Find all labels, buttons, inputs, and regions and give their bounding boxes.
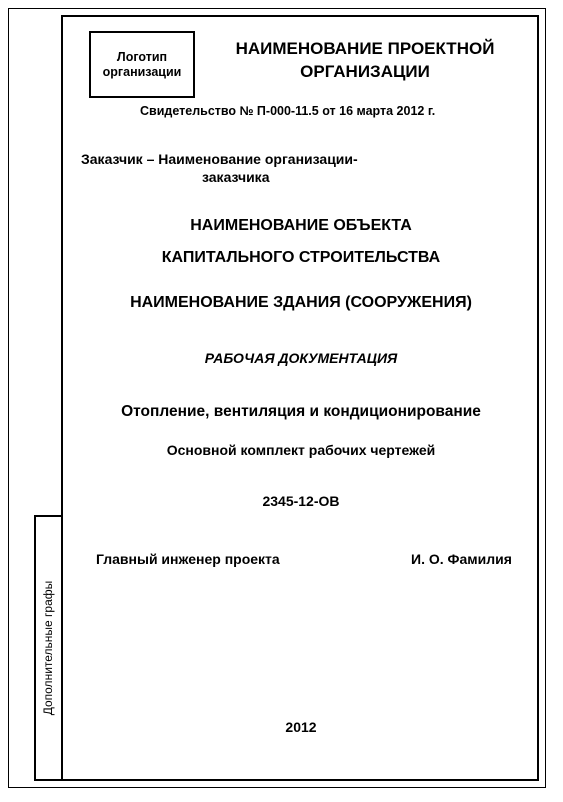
logo-line-2: организации [102,64,182,79]
certificate-text: Свидетельство № П-000-11.5 от 16 марта 2012 г. [140,104,436,118]
additional-columns-label: Дополнительные графы [41,580,55,716]
object-name-line-1: НАИМЕНОВАНИЕ ОБЪЕКТА [190,217,412,234]
object-name-line-2: КАПИТАЛЬНОГО СТРОИТЕЛЬСТВА [161,249,441,266]
organization-name [210,37,520,83]
document-code: 2345-12-ОВ [262,493,340,509]
drawing-set-name: Основной комплект рабочих чертежей [166,442,436,458]
building-name: НАИМЕНОВАНИЕ ЗДАНИЯ (СООРУЖЕНИЯ) [130,294,472,311]
organization-name-line-2: ОРГАНИЗАЦИИ [300,62,430,81]
document-year: 2012 [285,719,317,735]
chief-engineer-title: Главный инженер проекта [96,551,280,567]
chief-engineer-name: И. О. Фамилия [411,551,512,567]
document-type: РАБОЧАЯ ДОКУМЕНТАЦИЯ [204,350,398,366]
title-sheet-frame [61,15,539,781]
customer-line-1: Заказчик – Наименование организации- [81,151,358,167]
organization-name-line-1: НАИМЕНОВАНИЕ ПРОЕКТНОЙ [235,39,495,58]
organization-logo-placeholder [89,31,195,98]
customer-line-2: заказчика [202,169,270,185]
logo-line-1: Логотип [116,49,168,64]
section-title: Отопление, вентиляция и кондиционирование [121,403,481,420]
